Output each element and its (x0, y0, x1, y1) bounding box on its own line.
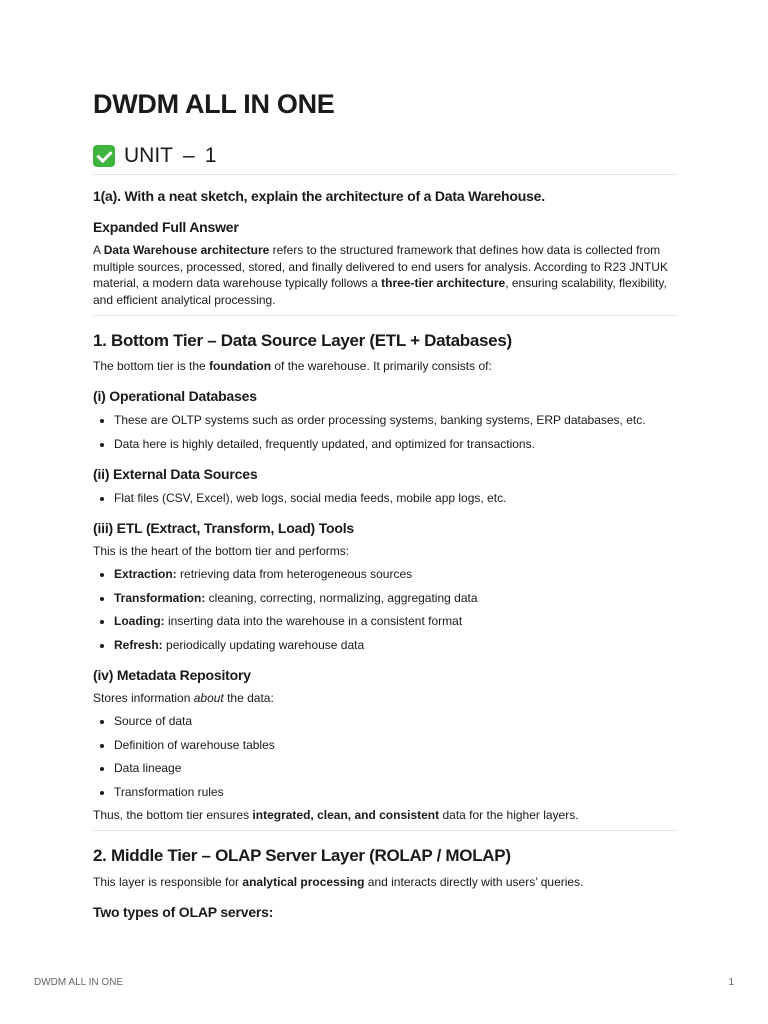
divider (93, 830, 677, 831)
check-mark-icon (93, 145, 115, 167)
list-item: • Definition of warehouse tables (114, 737, 677, 761)
list-item: • Source of data (114, 713, 677, 737)
intro-paragraph: A Data Warehouse architecture refers to the structured framework that defines how data is collected from multiple sources, processed, stored, and finally delivered to end users for analysis. According to R23 JNTUK material, a modern data warehouse typically follows a three-tier architecture, ensuring scalability, flexibility, and efficient analytical processing. (93, 243, 668, 307)
list-item: • Extraction: retrieving data from heterogeneous sources (114, 566, 677, 590)
unit-number: 1 (204, 144, 217, 167)
divider (93, 174, 677, 175)
list-item: • Flat files (CSV, Excel), web logs, social media feeds, mobile app logs, etc. (114, 490, 677, 514)
divider (93, 315, 677, 316)
list-item: • Transformation rules (114, 784, 677, 808)
subheading-etl-tools: (iii) ETL (Extract, Transform, Load) Tools (93, 520, 354, 536)
subheading-metadata-repository: (iv) Metadata Repository (93, 667, 251, 683)
list-item: • Loading: inserting data into the warehouse in a consistent format (114, 613, 677, 637)
bullet-list (93, 566, 677, 660)
footer-title: DWDM ALL IN ONE (34, 977, 124, 988)
unit-label: UNIT (124, 144, 173, 167)
etl-intro: This is the heart of the bottom tier and performs: (93, 544, 350, 558)
subheading-olap-servers: Two types of OLAP servers: (93, 904, 274, 920)
page-number: 1 (728, 977, 734, 988)
subheading-operational-databases: (i) Operational Databases (93, 388, 257, 404)
unit-heading (93, 142, 216, 170)
list-item: • Data here is highly detailed, frequently updated, and optimized for transactions. (114, 436, 677, 460)
list-item: • Data lineage (114, 760, 677, 784)
bottom-tier-summary: Thus, the bottom tier ensures integrated, clean, and consistent data for the higher layers. (93, 808, 579, 822)
answer-heading: Expanded Full Answer (93, 219, 239, 235)
section-intro: This layer is responsible for analytical processing and interacts directly with users’ queries. (93, 875, 584, 889)
metadata-intro: Stores information about the data: (93, 691, 274, 705)
list-item: • Refresh: periodically updating warehouse data (114, 637, 677, 661)
section-intro: The bottom tier is the foundation of the warehouse. It primarily consists of: (93, 359, 492, 373)
section-heading-middle-tier: 2. Middle Tier – OLAP Server Layer (ROLAP / MOLAP) (93, 846, 511, 865)
document-title: DWDM ALL IN ONE (93, 89, 335, 119)
section-heading-bottom-tier: 1. Bottom Tier – Data Source Layer (ETL + Databases) (93, 331, 512, 350)
list-item: • Transformation: cleaning, correcting, normalizing, aggregating data (114, 590, 677, 614)
question-heading: 1(a). With a neat sketch, explain the architecture of a Data Warehouse. (93, 188, 545, 204)
bullet-list (93, 412, 677, 459)
bullet-list (93, 490, 677, 514)
unit-dash: – (183, 144, 195, 167)
subheading-external-data-sources: (ii) External Data Sources (93, 466, 258, 482)
bullet-list (93, 713, 677, 807)
list-item: • These are OLTP systems such as order processing systems, banking systems, ERP databases, etc. (114, 412, 677, 436)
